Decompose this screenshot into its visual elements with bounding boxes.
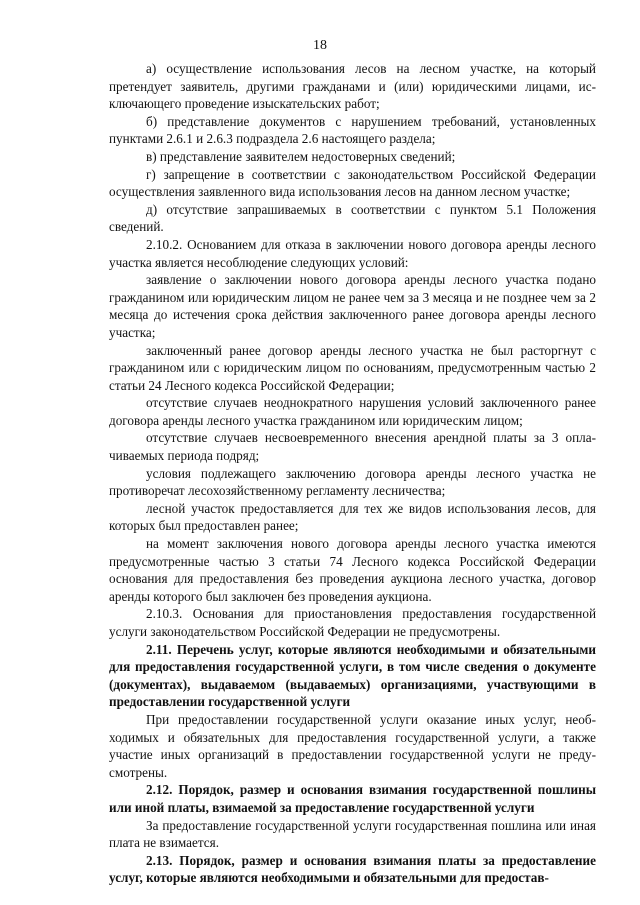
paragraph: б) представление документов с нарушением требований, установленных пунктами 2.6.1 и 2.6.3 подраздела 2.6 настоящего раздела; — [109, 113, 596, 147]
paragraph: лесной участок предоставляется для тех же видов использования лесов, для которых был предоставлен ранее; — [109, 500, 596, 534]
paragraph: отсутствие случаев несвоевременного внесения арендной платы за 3 оплачиваемых периода подряд; — [109, 430, 596, 464]
paragraph: г) запрещение в соответствии с законодательством Российской Федерации осуществления заявленного вида использования лесов на данном лесном участке; — [109, 166, 596, 200]
document-body — [109, 60, 596, 887]
paragraph: заявление о заключении нового договора аренды лесного участка подано гражданином или юридическим лицом не ранее чем за 3 месяца и не позднее чем за 2 месяца до истечения срока действия заключенного ранее договора аренды лесного участка; — [109, 272, 596, 340]
paragraph: д) отсутствие запрашиваемых в соответствии с пунктом 5.1 Положения сведений. — [109, 201, 596, 235]
paragraph: 2.10.2. Основанием для отказа в заключении нового договора аренды лесного участка является несоблюдение следующих условий: — [109, 236, 596, 270]
paragraph: За предоставление государственной услуги государственная пошлина или иная плата не взимается. — [109, 817, 596, 851]
paragraph: 2.10.3. Основания для приостановления предоставления государственной услуги законодательством Российской Федерации не предусмотрены. — [109, 606, 596, 639]
paragraph: отсутствие случаев неоднократного нарушения условий заключенного ранее договора аренды лесного участка гражданином или юридическим лицом; — [109, 395, 596, 428]
section-heading: 2.12. Порядок, размер и основания взимания государственной пошлины или иной платы, взимаемой за предоставление государственной услуги — [109, 782, 596, 815]
section-heading: 2.11. Перечень услуг, которые являются необходимыми и обязательными для предоставления государственной услуги, в том числе сведения о документе (документах), выдаваемом (выдаваемых) организациями, участвующими в предоставлении государственной услуги — [109, 641, 596, 710]
paragraph: заключенный ранее договор аренды лесного участка не был расторгнут с гражданином или с юридическим лицом по основаниям, предусмотренным частью 2 статьи 24 Лесного кодекса Российской Федерации; — [109, 342, 596, 393]
paragraph: При предоставлении государственной услуги оказание иных услуг, необходимых и обязательных для предоставления государственной услуги, а также участие иных организаций в предоставлении государственной услуги не предусмотрены. — [109, 711, 596, 780]
paragraph: условия подлежащего заключению договора аренды лесного участка не противоречат лесохозяйственному регламенту лесничества; — [109, 465, 596, 499]
page-number: 18 — [313, 38, 327, 53]
section-heading: 2.13. Порядок, размер и основания взимания платы за предоставление услуг, которые являются необходимыми и обязательными для предостав- — [109, 852, 596, 886]
paragraph: на момент заключения нового договора аренды лесного участка имеются предусмотренные частью 3 статьи 74 Лесного кодекса Российской Федерации основания для предоставления без проведения аукциона лесного участка, договор аренды которого был заключен без проведения аукциона. — [109, 536, 596, 604]
paragraph: а) осуществление использования лесов на лесном участке, на который претендует заявитель, другими гражданами и (или) юридическими лицами, исключающего проведение изыскательских работ; — [109, 61, 596, 112]
paragraph: в) представление заявителем недостоверных сведений; — [146, 148, 456, 164]
